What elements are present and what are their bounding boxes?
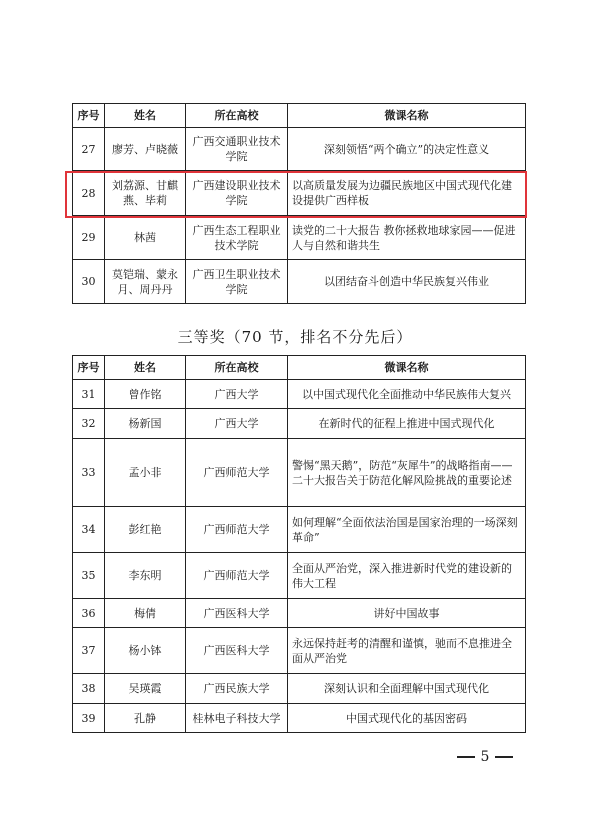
row-title: 深刻领悟“两个确立”的决定性意义	[288, 128, 526, 171]
table-row	[73, 507, 526, 553]
row-no: 27	[73, 128, 105, 171]
row-no: 35	[73, 553, 105, 599]
row-no: 34	[73, 507, 105, 553]
header-no: 序号	[73, 356, 105, 380]
row-no: 38	[73, 674, 105, 704]
row-title: 永远保持赶考的清醒和谨慎，驰而不息推进全面从严治党	[288, 628, 526, 674]
row-title: 如何理解“全面依法治国是国家治理的一场深刻革命”	[288, 507, 526, 553]
row-name: 吴瑛霞	[105, 674, 186, 704]
table-row	[73, 674, 526, 704]
table-row	[73, 628, 526, 674]
row-no: 32	[73, 409, 105, 439]
header-no: 序号	[73, 104, 105, 128]
row-title: 以高质量发展为边疆民族地区中国式现代化建设提供广西样板	[288, 171, 526, 216]
row-school: 广西大学	[186, 409, 288, 439]
row-school: 广西卫生职业技术学院	[186, 260, 288, 304]
row-title: 全面从严治党，深入推进新时代党的建设新的伟大工程	[288, 553, 526, 599]
row-title: 以团结奋斗创造中华民族复兴伟业	[288, 260, 526, 304]
table-row	[73, 553, 526, 599]
page-number-value: 5	[480, 749, 490, 765]
row-name: 孔静	[105, 704, 186, 733]
row-no: 37	[73, 628, 105, 674]
row-title: 深刻认识和全面理解中国式现代化	[288, 674, 526, 704]
section-title-third-prize: 三等奖（70 节，排名不分先后）	[177, 328, 413, 346]
row-title: 警惕“黑天鹅”，防范“灰犀牛”的战略指南——二十大报告关于防范化解风险挑战的重要论述	[288, 439, 526, 507]
row-name: 曾作铭	[105, 380, 186, 409]
row-name: 林茜	[105, 216, 186, 260]
row-school: 广西民族大学	[186, 674, 288, 704]
header-school: 所在高校	[186, 356, 288, 380]
row-school: 桂林电子科技大学	[186, 704, 288, 733]
table-row	[73, 599, 526, 628]
table-row	[73, 171, 526, 216]
row-no: 36	[73, 599, 105, 628]
award-table-second-prize	[72, 103, 526, 304]
header-school: 所在高校	[186, 104, 288, 128]
row-name: 李东明	[105, 553, 186, 599]
header-title: 微课名称	[288, 356, 526, 380]
row-no: 30	[73, 260, 105, 304]
row-name: 刘荔源、甘麒燕、毕莉	[105, 171, 186, 216]
row-title: 以中国式现代化全面推动中华民族伟大复兴	[288, 380, 526, 409]
row-school: 广西大学	[186, 380, 288, 409]
row-name: 梅倩	[105, 599, 186, 628]
row-school: 广西建设职业技术学院	[186, 171, 288, 216]
row-no: 31	[73, 380, 105, 409]
table-header-row	[73, 104, 526, 128]
row-name: 廖芳、卢晓薇	[105, 128, 186, 171]
row-name: 莫铠瑞、蒙永月、周丹丹	[105, 260, 186, 304]
row-school: 广西医科大学	[186, 628, 288, 674]
row-title: 在新时代的征程上推进中国式现代化	[288, 409, 526, 439]
table-row	[73, 128, 526, 171]
row-name: 彭红艳	[105, 507, 186, 553]
row-name: 杨新国	[105, 409, 186, 439]
row-no: 29	[73, 216, 105, 260]
row-name: 杨小钵	[105, 628, 186, 674]
table-row	[73, 260, 526, 304]
row-no: 39	[73, 704, 105, 733]
row-school: 广西交通职业技术学院	[186, 128, 288, 171]
page-number	[430, 749, 540, 765]
row-no: 33	[73, 439, 105, 507]
header-name: 姓名	[105, 104, 186, 128]
row-no: 28	[73, 171, 105, 216]
dash-right	[495, 756, 513, 758]
table-header-row	[73, 356, 526, 380]
award-table-third-prize	[72, 355, 526, 733]
row-school: 广西师范大学	[186, 439, 288, 507]
row-school: 广西师范大学	[186, 553, 288, 599]
header-name: 姓名	[105, 356, 186, 380]
header-title: 微课名称	[288, 104, 526, 128]
table-row	[73, 380, 526, 409]
row-title: 读党的二十大报告 教你拯救地球家园——促进人与自然和谐共生	[288, 216, 526, 260]
row-school: 广西生态工程职业技术学院	[186, 216, 288, 260]
table-row	[73, 439, 526, 507]
row-name: 孟小非	[105, 439, 186, 507]
row-title: 中国式现代化的基因密码	[288, 704, 526, 733]
dash-left	[457, 756, 475, 758]
row-school: 广西医科大学	[186, 599, 288, 628]
row-title: 讲好中国故事	[288, 599, 526, 628]
row-school: 广西师范大学	[186, 507, 288, 553]
table-row	[73, 409, 526, 439]
table-row	[73, 704, 526, 733]
table-row	[73, 216, 526, 260]
